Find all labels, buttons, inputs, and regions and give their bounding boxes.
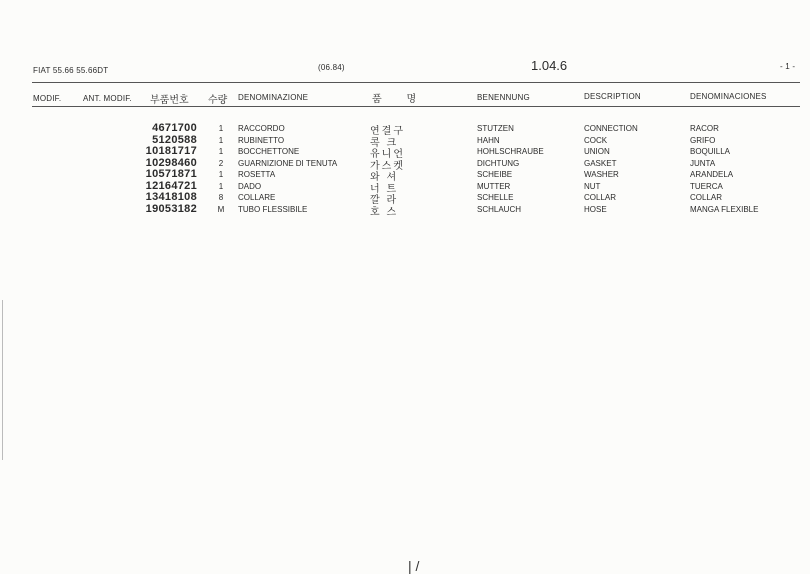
col-korean: 품 명 <box>372 94 417 105</box>
german-name: HOHLSCHRAUBE <box>477 147 544 156</box>
part-number: 12164721 <box>145 179 197 192</box>
quantity: 1 <box>218 124 224 133</box>
german-name: SCHELLE <box>477 193 514 202</box>
scan-margin-line <box>2 300 3 460</box>
part-number: 19053182 <box>145 203 197 215</box>
italian-name: TUBO FLESSIBILE <box>238 205 308 214</box>
model-name: FIAT 55.66 55.66DT <box>33 66 109 75</box>
col-ant-modif: ANT. MODIF. <box>83 94 132 103</box>
quantity: 2 <box>218 158 224 168</box>
english-name: WASHER <box>584 170 619 179</box>
italian-name: GUARNIZIONE DI TENUTA <box>238 158 338 168</box>
german-name: HAHN <box>477 135 500 145</box>
german-name: DICHTUNG <box>477 158 520 168</box>
korean-name: 콕 크 <box>370 137 399 149</box>
korean-name: 유니언 <box>370 149 405 160</box>
english-name: COCK <box>584 135 608 145</box>
table-row <box>0 205 810 217</box>
part-number: 10181717 <box>145 145 197 157</box>
col-quantity: 수량 <box>208 95 228 106</box>
italian-name: RACCORDO <box>238 124 285 133</box>
page-mark: | / <box>408 558 420 574</box>
korean-name: 너 트 <box>370 183 399 195</box>
part-number: 4671700 <box>152 122 197 134</box>
italian-name: ROSETTA <box>238 170 276 179</box>
quantity: 1 <box>218 181 224 191</box>
spanish-name: ARANDELA <box>690 170 734 179</box>
spanish-name: GRIFO <box>690 135 716 145</box>
spanish-name: MANGA FLEXIBLE <box>690 205 759 214</box>
english-name: NUT <box>584 181 601 191</box>
korean-name: 가스켓 <box>370 160 405 172</box>
german-name: STUTZEN <box>477 124 514 133</box>
part-number: 10298460 <box>145 156 197 169</box>
english-name: CONNECTION <box>584 124 638 133</box>
col-german: BENENNUNG <box>477 93 530 102</box>
korean-name: 깔 라 <box>370 195 399 206</box>
english-name: HOSE <box>584 205 607 214</box>
col-english: DESCRIPTION <box>584 92 641 101</box>
col-part-number: 부품번호 <box>150 95 189 106</box>
italian-name: BOCCHETTONE <box>238 147 300 156</box>
italian-name: DADO <box>238 181 262 191</box>
english-name: GASKET <box>584 158 617 168</box>
col-modif: MODIF. <box>33 94 62 103</box>
italian-name: COLLARE <box>238 193 276 202</box>
spanish-name: BOQUILLA <box>690 147 731 156</box>
english-name: UNION <box>584 147 610 156</box>
korean-name: 호 스 <box>370 207 399 218</box>
section-number: 1.04.6 <box>531 58 568 73</box>
quantity: 1 <box>218 170 224 179</box>
korean-name: 연결구 <box>370 126 405 137</box>
header-rule-bottom <box>32 106 800 107</box>
col-spanish: DENOMINACIONES <box>690 92 767 101</box>
quantity: 8 <box>218 193 224 202</box>
col-italian: DENOMINAZIONE <box>238 93 309 102</box>
edition-date: (06.84) <box>318 63 345 72</box>
part-number: 5120588 <box>152 133 197 146</box>
german-name: MUTTER <box>477 181 511 191</box>
quantity: M <box>217 205 225 214</box>
german-name: SCHLAUCH <box>477 205 522 214</box>
spanish-name: COLLAR <box>690 193 723 202</box>
italian-name: RUBINETTO <box>238 135 285 145</box>
german-name: SCHEIBE <box>477 170 513 179</box>
spanish-name: JUNTA <box>690 158 716 168</box>
english-name: COLLAR <box>584 193 617 202</box>
quantity: 1 <box>218 135 224 145</box>
quantity: 1 <box>218 147 224 156</box>
part-number: 10571871 <box>145 168 197 180</box>
korean-name: 와 셔 <box>370 172 399 183</box>
spanish-name: TUERCA <box>690 181 723 191</box>
header-rule-top <box>32 82 800 83</box>
page-number: - 1 - <box>780 62 796 71</box>
part-number: 13418108 <box>145 191 197 203</box>
spanish-name: RACOR <box>690 124 719 133</box>
